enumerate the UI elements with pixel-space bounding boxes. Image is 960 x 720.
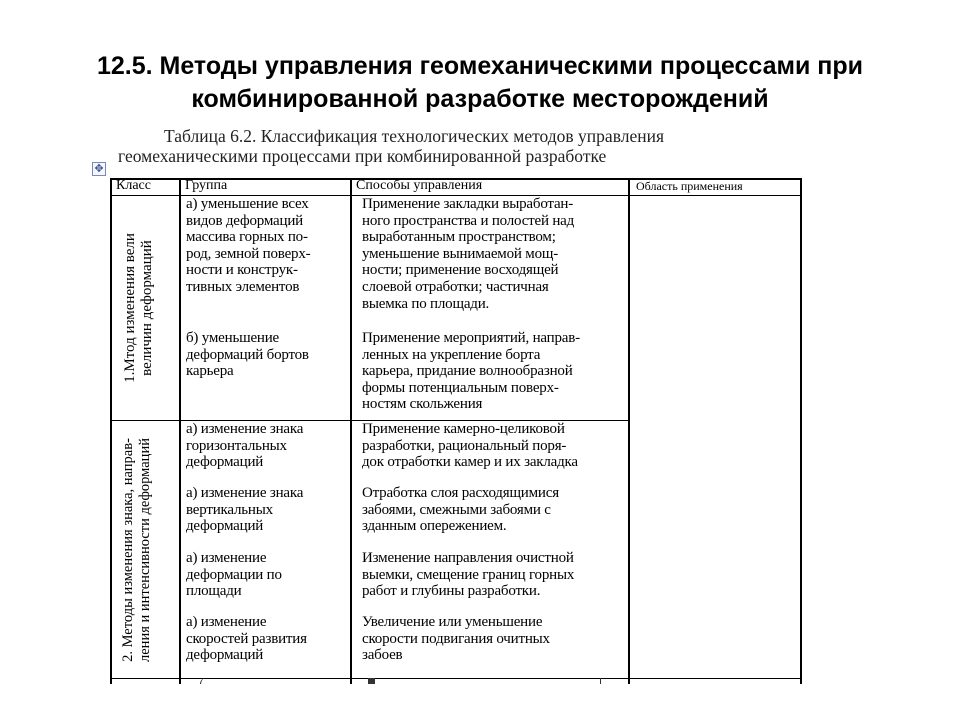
method-line: слоевой отработки; частичная [362,278,549,295]
method-line: Применение камерно-целиковой [362,421,565,437]
group-line: площади [186,583,242,600]
header-application: Область применения [636,179,743,193]
group-line: деформации по [186,566,282,583]
table-border-right [800,178,802,684]
method-line: разработки, рациональный поря- [362,437,567,454]
method-line: Применение мероприятий, направ- [362,330,580,346]
group-line: а) изменение [186,550,267,566]
method-line: зданным опережением. [362,518,507,535]
slide-title-line: комбинированной разработке месторождений [191,85,769,113]
method-line: ленных на укрепление борта [362,346,541,363]
class-label-1 [122,198,162,418]
group-line: а) уменьшение всех [186,196,309,212]
table-caption [118,126,798,166]
group-line: деформаций [186,454,264,471]
method-line: ного пространства и полостей над [362,212,575,229]
group-line: деформаций [186,518,264,535]
group-cell [186,614,307,664]
method-line: ностям скольжения [362,396,483,413]
slide-title [40,50,920,116]
group-cell [186,330,309,380]
group-line: деформаций бортов [186,346,309,363]
header-methods: Способы управления [356,178,483,193]
class-label-line: 1.Мтод изменения вели [122,233,138,383]
group-line: ности и конструк- [186,262,298,279]
header-class: Класс [116,178,151,193]
group-line: род, земной поверх- [186,245,311,262]
group-line: б) уменьшение [186,330,280,346]
table-caption-line: геомеханическими процессами при комбинированной разработке [118,146,607,166]
group-cell [186,550,282,600]
method-cell [362,421,578,471]
group-line: горизонтальных [186,437,287,454]
cropped-row-divider [110,678,802,679]
method-cell [362,196,574,312]
table-border-left [110,178,112,684]
method-line: Отработка слоя расходящимися [362,485,559,501]
group-line: вертикальных [186,501,273,518]
group-cell [186,485,303,535]
group-cell [186,196,310,296]
method-line: работ и глубины разработки. [362,583,541,600]
group-line: а) изменение знака [186,421,304,437]
move-arrows-icon[interactable]: ✥ [92,162,106,176]
method-cell [362,614,550,664]
method-line: выработанным пространством; [362,229,556,246]
class-label-2 [120,422,160,678]
method-cell [362,485,559,535]
cropped-glyph [200,678,209,684]
group-cell [186,421,303,471]
method-line: скорости подвигания очитных [362,630,550,647]
group-line: массива горных по- [186,229,308,246]
group-line: карьера [186,363,234,380]
col-divider-3 [628,178,630,684]
cropped-glyph [600,678,606,684]
method-cell [362,330,580,413]
header-group: Группа [185,178,228,193]
group-line: деформаций [186,647,264,664]
method-line: забоев [362,647,403,664]
group-line: скоростей развития [186,630,307,647]
group-line: видов деформаций [186,212,303,229]
table-caption-line: Таблица 6.2. Классификация технологических методов управления [164,126,665,146]
method-line: док отработки камер и их закладка [362,454,578,471]
method-line: Увеличение или уменьшение [362,614,543,630]
method-line: Изменение направления очистной [362,550,574,566]
class-label-line: ления и интенсивности деформаций [137,438,153,662]
classification-table [110,178,802,684]
group-line: тивных элементов [186,278,300,295]
class-label-line: величин деформаций [139,240,155,376]
method-line: ности; применение восходящей [362,262,559,279]
group-line: а) изменение [186,614,267,630]
method-cell [362,550,574,600]
method-line: уменьшение вынимаемой мощ- [362,245,559,262]
method-line: Применение закладки выработан- [362,196,574,212]
method-line: карьера, придание волнообразной [362,363,573,380]
group-line: а) изменение знака [186,485,304,501]
col-divider-1 [179,178,181,684]
class-label-line: 2. Методы изменения знака, направ- [120,438,136,662]
method-line: забоями, смежными забоями с [362,501,551,518]
method-line: формы потенциальным поверх- [362,379,559,396]
slide-title-line: 12.5. Методы управления геомеханическими процессами при [96,52,864,80]
method-line: выемка по площади. [362,295,490,312]
cropped-glyph [368,678,375,684]
method-line: выемки, смещение границ горных [362,566,575,583]
col-divider-2 [350,178,352,684]
